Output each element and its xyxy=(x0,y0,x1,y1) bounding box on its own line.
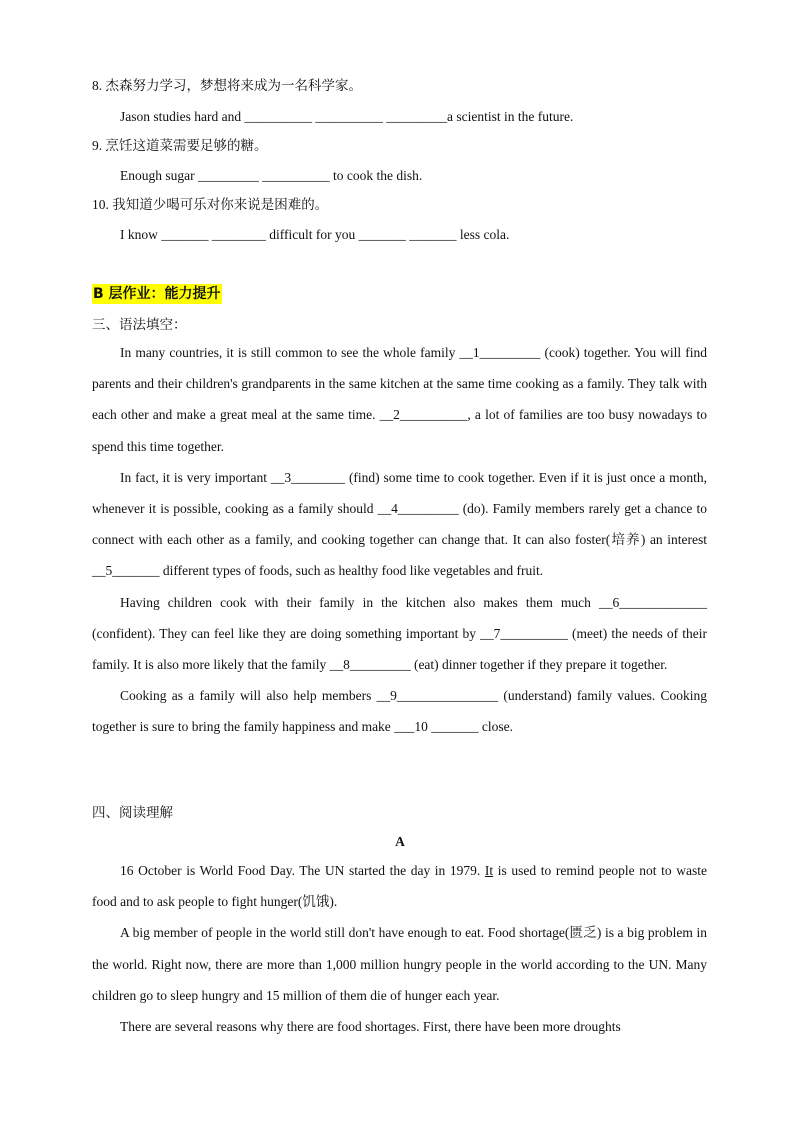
reading-paragraph: There are several reasons why there are food shortages. First, there have been more droughts xyxy=(120,1019,621,1035)
reading-paragraph xyxy=(92,855,707,917)
item-9-chinese: 9. 烹饪这道菜需要足够的糖。 xyxy=(92,138,268,153)
reading-text: is used to remind people not to waste food and to ask people to fight hunger(饥饿). xyxy=(92,863,707,910)
section-b-title: B 层作业：能力提升 xyxy=(93,286,221,302)
item-8-english: Jason studies hard and __________ __________ _________a scientist in the future. xyxy=(120,109,574,124)
item-10-chinese: 10. 我知道少喝可乐对你来说是困难的。 xyxy=(92,197,329,212)
grammar-paragraph: Cooking as a family will also help members __9_______________ (understand) family values. Cooking together is sure to bring the family happiness and make ___10 _______ close. xyxy=(92,688,707,735)
item-8-chinese: 8. 杰森努力学习，梦想将来成为一名科学家。 xyxy=(92,78,362,93)
part4-title: 四、阅读理解 xyxy=(92,805,173,820)
reading-passage xyxy=(92,855,707,1042)
grammar-passage xyxy=(92,337,707,743)
passage-label: A xyxy=(395,834,405,849)
grammar-paragraph: In many countries, it is still common to see the whole family __1_________ (cook) together. You will find parents and their children's grandparents in the same kitchen at the same time cooking as a family. They talk with each other and make a great meal at the same time. __2__________, a lot of families are too busy nowadays to spend this time together. xyxy=(92,345,707,454)
item-9-english: Enough sugar _________ __________ to cook the dish. xyxy=(120,168,423,183)
reading-paragraph: A big member of people in the world still don't have enough to eat. Food shortage(匮乏) is a big problem in the world. Right now, there are more than 1,000 million hungry people in the world according to the UN. Many children go to sleep hungry and 15 million of them die of hunger each year. xyxy=(92,925,707,1003)
reading-text: 16 October is World Food Day. The UN started the day in 1979. xyxy=(120,863,485,878)
underlined-word: It xyxy=(484,863,494,878)
grammar-paragraph: Having children cook with their family in the kitchen also makes them much __6_____________ (confident). They can feel like they are doing something important by __7__________ (meet) the needs of their family. It is also more likely that the family __8_________ (eat) dinner together if they prepare it together. xyxy=(92,594,707,673)
part3-title: 三、语法填空： xyxy=(92,317,187,332)
grammar-paragraph: In fact, it is very important __3________ (find) some time to cook together. Even if it is just once a month, whenever it is possible, cooking as a family should __4_________ (do). Family members rarely get a chance to connect with each other as a family, and cooking together can change that. It can also foster(培养) an interest __5_______ different types of foods, such as healthy food like vegetables and fruit. xyxy=(92,469,707,579)
item-10-english: I know _______ ________ difficult for you _______ _______ less cola. xyxy=(120,227,510,242)
